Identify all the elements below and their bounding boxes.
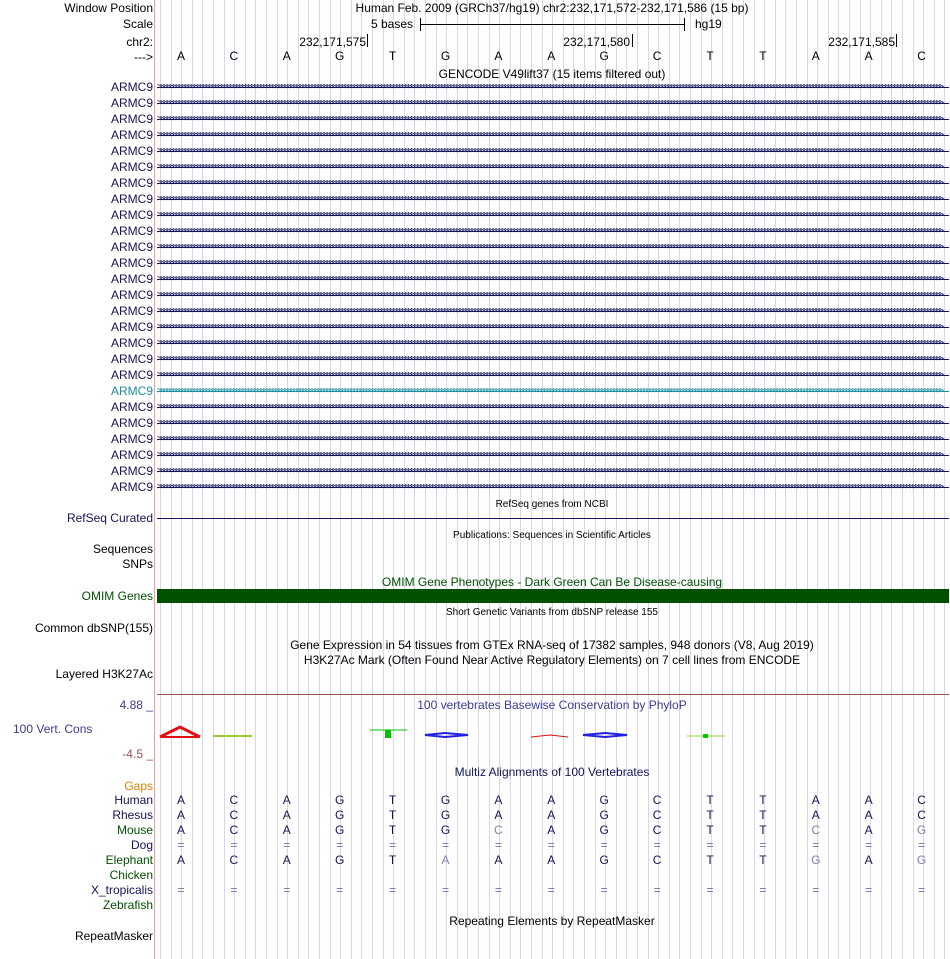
aligned-base: G (335, 793, 345, 807)
gencode-transcript[interactable] (157, 432, 949, 447)
gencode-gene-label[interactable]: ARMC9 (110, 464, 153, 478)
gencode-transcript[interactable] (157, 160, 949, 175)
aligned-base: T (388, 793, 397, 807)
gencode-transcript[interactable] (157, 352, 949, 367)
gencode-track-title[interactable]: GENCODE V49lift37 (15 items filtered out) (438, 67, 666, 81)
reference-base: A (494, 49, 503, 63)
strand-arrows: >>>>>>>>>>>>>>>>>>>>>>>>>>>>>>>>>>>>>>>>>>>>>>>>>>>>>>>>>>>>>>>>>>>>>>>>>>>>>>>>>>>>>>>>>>>>>>>>>>>>>>>>>>>>>>>>>>>>>>>>>>>>>>>>>>>>>>>>>>>>>>>>>>>>>>>>>>>>>>>>>>>>>>>>>>>>>>>>>>>>>>>>>>>>>>>>>>>>>>>>>>>>>>>>>>>>>>>>>>>>>>>>>>>>>>>>>>>>>>>>>>>>>>>>>>>>>>>>>>>> (157, 338, 942, 348)
aligned-base: A (494, 853, 503, 867)
strand-arrows: >>>>>>>>>>>>>>>>>>>>>>>>>>>>>>>>>>>>>>>>>>>>>>>>>>>>>>>>>>>>>>>>>>>>>>>>>>>>>>>>>>>>>>>>>>>>>>>>>>>>>>>>>>>>>>>>>>>>>>>>>>>>>>>>>>>>>>>>>>>>>>>>>>>>>>>>>>>>>>>>>>>>>>>>>>>>>>>>>>>>>>>>>>>>>>>>>>>>>>>>>>>>>>>>>>>>>>>>>>>>>>>>>>>>>>>>>>>>>>>>>>>>>>>>>>>>>>>>>>>> (157, 306, 942, 316)
aligned-base: C (229, 808, 239, 822)
phylop-peak-red (160, 727, 200, 737)
species-label[interactable]: Human (114, 793, 153, 807)
layered-h3k27ac-label[interactable]: Layered H3K27Ac (55, 667, 153, 681)
gencode-gene-label[interactable]: ARMC9 (110, 400, 153, 414)
reference-base: C (652, 49, 662, 63)
aligned-base: = (389, 883, 397, 897)
chr-label: chr2: (126, 35, 153, 49)
gencode-transcript[interactable] (157, 208, 949, 223)
sequences-label[interactable]: Sequences (92, 542, 153, 556)
gencode-transcript[interactable] (157, 240, 949, 255)
aligned-base: = (918, 883, 926, 897)
strand-arrows: >>>>>>>>>>>>>>>>>>>>>>>>>>>>>>>>>>>>>>>>>>>>>>>>>>>>>>>>>>>>>>>>>>>>>>>>>>>>>>>>>>>>>>>>>>>>>>>>>>>>>>>>>>>>>>>>>>>>>>>>>>>>>>>>>>>>>>>>>>>>>>>>>>>>>>>>>>>>>>>>>>>>>>>>>>>>>>>>>>>>>>>>>>>>>>>>>>>>>>>>>>>>>>>>>>>>>>>>>>>>>>>>>>>>>>>>>>>>>>>>>>>>>>>>>>>>>>>>>>>> (157, 402, 942, 412)
refseq-gene-line[interactable] (157, 518, 949, 519)
strand-arrows: >>>>>>>>>>>>>>>>>>>>>>>>>>>>>>>>>>>>>>>>>>>>>>>>>>>>>>>>>>>>>>>>>>>>>>>>>>>>>>>>>>>>>>>>>>>>>>>>>>>>>>>>>>>>>>>>>>>>>>>>>>>>>>>>>>>>>>>>>>>>>>>>>>>>>>>>>>>>>>>>>>>>>>>>>>>>>>>>>>>>>>>>>>>>>>>>>>>>>>>>>>>>>>>>>>>>>>>>>>>>>>>>>>>>>>>>>>>>>>>>>>>>>>>>>>>>>>>>>>>> (157, 322, 942, 332)
gencode-transcript[interactable] (157, 336, 949, 351)
refseq-track-title[interactable]: RefSeq genes from NCBI (495, 499, 609, 510)
aligned-base: = (494, 883, 502, 897)
aligned-base: = (600, 883, 608, 897)
aligned-base: T (706, 793, 714, 807)
reference-base: T (388, 49, 397, 63)
gencode-gene-label[interactable]: ARMC9 (110, 224, 153, 238)
scale-label: Scale (122, 17, 153, 31)
position-tick-label: 232,171,585 (828, 35, 895, 49)
aligned-base: A (547, 808, 556, 822)
aligned-base: G (335, 853, 345, 867)
aligned-base: A (282, 793, 291, 807)
aligned-base: T (759, 823, 767, 837)
strand-arrows: >>>>>>>>>>>>>>>>>>>>>>>>>>>>>>>>>>>>>>>>>>>>>>>>>>>>>>>>>>>>>>>>>>>>>>>>>>>>>>>>>>>>>>>>>>>>>>>>>>>>>>>>>>>>>>>>>>>>>>>>>>>>>>>>>>>>>>>>>>>>>>>>>>>>>>>>>>>>>>>>>>>>>>>>>>>>>>>>>>>>>>>>>>>>>>>>>>>>>>>>>>>>>>>>>>>>>>>>>>>>>>>>>>>>>>>>>>>>>>>>>>>>>>>>>>>>>>>>>>>> (157, 450, 942, 460)
strand-arrows: >>>>>>>>>>>>>>>>>>>>>>>>>>>>>>>>>>>>>>>>>>>>>>>>>>>>>>>>>>>>>>>>>>>>>>>>>>>>>>>>>>>>>>>>>>>>>>>>>>>>>>>>>>>>>>>>>>>>>>>>>>>>>>>>>>>>>>>>>>>>>>>>>>>>>>>>>>>>>>>>>>>>>>>>>>>>>>>>>>>>>>>>>>>>>>>>>>>>>>>>>>>>>>>>>>>>>>>>>>>>>>>>>>>>>>>>>>>>>>>>>>>>>>>>>>>>>>>>>>>> (157, 258, 942, 268)
publications-track-title[interactable]: Publications: Sequences in Scientific Articles (453, 530, 651, 541)
strand-arrows: >>>>>>>>>>>>>>>>>>>>>>>>>>>>>>>>>>>>>>>>>>>>>>>>>>>>>>>>>>>>>>>>>>>>>>>>>>>>>>>>>>>>>>>>>>>>>>>>>>>>>>>>>>>>>>>>>>>>>>>>>>>>>>>>>>>>>>>>>>>>>>>>>>>>>>>>>>>>>>>>>>>>>>>>>>>>>>>>>>>>>>>>>>>>>>>>>>>>>>>>>>>>>>>>>>>>>>>>>>>>>>>>>>>>>>>>>>>>>>>>>>>>>>>>>>>>>>>>>>>> (157, 194, 942, 204)
aligned-base: A (282, 808, 291, 822)
strand-arrows: >>>>>>>>>>>>>>>>>>>>>>>>>>>>>>>>>>>>>>>>>>>>>>>>>>>>>>>>>>>>>>>>>>>>>>>>>>>>>>>>>>>>>>>>>>>>>>>>>>>>>>>>>>>>>>>>>>>>>>>>>>>>>>>>>>>>>>>>>>>>>>>>>>>>>>>>>>>>>>>>>>>>>>>>>>>>>>>>>>>>>>>>>>>>>>>>>>>>>>>>>>>>>>>>>>>>>>>>>>>>>>>>>>>>>>>>>>>>>>>>>>>>>>>>>>>>>>>>>>>> (157, 114, 942, 124)
gencode-transcript[interactable] (157, 224, 949, 239)
gencode-transcript[interactable] (157, 112, 949, 127)
aligned-base: = (547, 883, 555, 897)
gaps-label[interactable]: Gaps (124, 779, 153, 793)
gencode-gene-label[interactable]: ARMC9 (110, 416, 153, 430)
reference-base: A (811, 49, 820, 63)
aligned-base: G (440, 808, 451, 822)
aligned-base: = (547, 838, 555, 852)
strand-arrows: >>>>>>>>>>>>>>>>>>>>>>>>>>>>>>>>>>>>>>>>>>>>>>>>>>>>>>>>>>>>>>>>>>>>>>>>>>>>>>>>>>>>>>>>>>>>>>>>>>>>>>>>>>>>>>>>>>>>>>>>>>>>>>>>>>>>>>>>>>>>>>>>>>>>>>>>>>>>>>>>>>>>>>>>>>>>>>>>>>>>>>>>>>>>>>>>>>>>>>>>>>>>>>>>>>>>>>>>>>>>>>>>>>>>>>>>>>>>>>>>>>>>>>>>>>>>>>>>>>>> (157, 290, 942, 300)
window-position-label: Window Position (64, 1, 153, 15)
aligned-base: A (176, 853, 185, 867)
aligned-base: A (547, 793, 556, 807)
aligned-base: A (811, 808, 820, 822)
omim-track-title[interactable]: OMIM Gene Phenotypes - Dark Green Can Be Disease-causing (381, 575, 723, 589)
aligned-base: = (441, 838, 449, 852)
aligned-base: = (177, 838, 185, 852)
position-tick-label: 232,171,580 (563, 35, 630, 49)
phylop-track-label[interactable]: 100 Vert. Cons (13, 722, 93, 736)
gencode-transcript[interactable] (157, 272, 949, 287)
phylop-min-label: -4.5 _ (122, 747, 153, 761)
gencode-gene-label[interactable]: ARMC9 (110, 192, 153, 206)
reference-base: T (759, 49, 767, 63)
gencode-transcript[interactable] (157, 256, 949, 271)
gencode-gene-label[interactable]: ARMC9 (110, 352, 153, 366)
aligned-base: G (440, 793, 451, 807)
aligned-base: T (388, 853, 397, 867)
gencode-transcript[interactable] (157, 448, 949, 463)
gencode-transcript[interactable] (157, 416, 949, 431)
gencode-gene-label[interactable]: ARMC9 (110, 160, 153, 174)
aligned-base: = (177, 883, 185, 897)
db-text: hg19 (695, 17, 722, 31)
strand-arrows: >>>>>>>>>>>>>>>>>>>>>>>>>>>>>>>>>>>>>>>>>>>>>>>>>>>>>>>>>>>>>>>>>>>>>>>>>>>>>>>>>>>>>>>>>>>>>>>>>>>>>>>>>>>>>>>>>>>>>>>>>>>>>>>>>>>>>>>>>>>>>>>>>>>>>>>>>>>>>>>>>>>>>>>>>>>>>>>>>>>>>>>>>>>>>>>>>>>>>>>>>>>>>>>>>>>>>>>>>>>>>>>>>>>>>>>>>>>>>>>>>>>>>>>>>>>>>>>>>>>> (157, 354, 942, 364)
aligned-base: G (335, 808, 345, 822)
assembly-position-text: Human Feb. 2009 (GRCh37/hg19) chr2:232,171,572-232,171,586 (15 bp) (355, 1, 749, 15)
refseq-curated-label[interactable]: RefSeq Curated (66, 511, 153, 525)
reference-base: A (864, 49, 873, 63)
strand-arrows: >>>>>>>>>>>>>>>>>>>>>>>>>>>>>>>>>>>>>>>>>>>>>>>>>>>>>>>>>>>>>>>>>>>>>>>>>>>>>>>>>>>>>>>>>>>>>>>>>>>>>>>>>>>>>>>>>>>>>>>>>>>>>>>>>>>>>>>>>>>>>>>>>>>>>>>>>>>>>>>>>>>>>>>>>>>>>>>>>>>>>>>>>>>>>>>>>>>>>>>>>>>>>>>>>>>>>>>>>>>>>>>>>>>>>>>>>>>>>>>>>>>>>>>>>>>>>>>>>>>> (157, 482, 942, 492)
aligned-base: = (653, 883, 661, 897)
gencode-gene-label[interactable]: ARMC9 (110, 432, 153, 446)
aligned-base: A (176, 808, 185, 822)
aligned-base: C (229, 853, 239, 867)
h3k27ac-track-title[interactable]: H3K27Ac Mark (Often Found Near Active Regulatory Elements) on 7 cell lines from ENCODE (303, 653, 801, 667)
omim-gene-bar[interactable] (157, 589, 949, 603)
position-tick-mark (632, 34, 633, 47)
aligned-base: = (759, 883, 767, 897)
aligned-base: G (599, 808, 609, 822)
aligned-base: A (494, 808, 503, 822)
gencode-transcript[interactable] (157, 192, 949, 207)
aligned-base: G (811, 853, 821, 867)
aligned-base: A (864, 823, 873, 837)
aligned-base: A (176, 793, 185, 807)
aligned-base: G (916, 853, 927, 867)
gencode-gene-label[interactable]: ARMC9 (110, 384, 153, 398)
gencode-gene-label[interactable]: ARMC9 (110, 80, 153, 94)
gencode-gene-label[interactable]: ARMC9 (110, 256, 153, 270)
species-label[interactable]: X_tropicalis (90, 883, 153, 897)
aligned-base: A (282, 823, 291, 837)
phylop-track-title[interactable]: 100 vertebrates Basewise Conservation by PhyloP (417, 698, 687, 712)
species-label[interactable]: Zebrafish (102, 898, 153, 912)
phylop-wiggle[interactable] (155, 716, 950, 746)
aligned-base: C (652, 793, 662, 807)
aligned-base: = (336, 883, 344, 897)
aligned-base: T (759, 853, 767, 867)
gencode-gene-label[interactable]: ARMC9 (110, 240, 153, 254)
aligned-base: A (176, 823, 185, 837)
strand-arrows: >>>>>>>>>>>>>>>>>>>>>>>>>>>>>>>>>>>>>>>>>>>>>>>>>>>>>>>>>>>>>>>>>>>>>>>>>>>>>>>>>>>>>>>>>>>>>>>>>>>>>>>>>>>>>>>>>>>>>>>>>>>>>>>>>>>>>>>>>>>>>>>>>>>>>>>>>>>>>>>>>>>>>>>>>>>>>>>>>>>>>>>>>>>>>>>>>>>>>>>>>>>>>>>>>>>>>>>>>>>>>>>>>>>>>>>>>>>>>>>>>>>>>>>>>>>>>>>>>>>> (157, 226, 942, 236)
repeatmasker-track-title[interactable]: Repeating Elements by RepeatMasker (449, 914, 655, 928)
aligned-base: G (335, 823, 345, 837)
gencode-gene-label[interactable]: ARMC9 (110, 272, 153, 286)
aligned-base: = (283, 883, 291, 897)
gencode-gene-label[interactable]: ARMC9 (110, 336, 153, 350)
strand-arrows: >>>>>>>>>>>>>>>>>>>>>>>>>>>>>>>>>>>>>>>>>>>>>>>>>>>>>>>>>>>>>>>>>>>>>>>>>>>>>>>>>>>>>>>>>>>>>>>>>>>>>>>>>>>>>>>>>>>>>>>>>>>>>>>>>>>>>>>>>>>>>>>>>>>>>>>>>>>>>>>>>>>>>>>>>>>>>>>>>>>>>>>>>>>>>>>>>>>>>>>>>>>>>>>>>>>>>>>>>>>>>>>>>>>>>>>>>>>>>>>>>>>>>>>>>>>>>>>>>>>> (157, 370, 942, 380)
gencode-transcript[interactable] (157, 304, 949, 319)
aligned-base: = (441, 883, 449, 897)
gencode-transcript[interactable] (157, 480, 949, 495)
strand-arrows: >>>>>>>>>>>>>>>>>>>>>>>>>>>>>>>>>>>>>>>>>>>>>>>>>>>>>>>>>>>>>>>>>>>>>>>>>>>>>>>>>>>>>>>>>>>>>>>>>>>>>>>>>>>>>>>>>>>>>>>>>>>>>>>>>>>>>>>>>>>>>>>>>>>>>>>>>>>>>>>>>>>>>>>>>>>>>>>>>>>>>>>>>>>>>>>>>>>>>>>>>>>>>>>>>>>>>>>>>>>>>>>>>>>>>>>>>>>>>>>>>>>>>>>>>>>>>>>>>>>> (157, 82, 942, 92)
species-label[interactable]: Dog (130, 838, 153, 852)
gencode-gene-label[interactable]: ARMC9 (110, 304, 153, 318)
aligned-base: G (440, 823, 451, 837)
aligned-base: = (230, 838, 238, 852)
aligned-base: T (759, 808, 767, 822)
phylop-mark (583, 733, 627, 737)
gtex-track-title[interactable]: Gene Expression in 54 tissues from GTEx RNA-seq of 17382 samples, 948 donors (V8, Aug 2019) (290, 638, 814, 652)
phylop-mark (425, 733, 468, 737)
reference-base: C (917, 49, 926, 63)
aligned-base: C (229, 793, 239, 807)
strand-arrows: >>>>>>>>>>>>>>>>>>>>>>>>>>>>>>>>>>>>>>>>>>>>>>>>>>>>>>>>>>>>>>>>>>>>>>>>>>>>>>>>>>>>>>>>>>>>>>>>>>>>>>>>>>>>>>>>>>>>>>>>>>>>>>>>>>>>>>>>>>>>>>>>>>>>>>>>>>>>>>>>>>>>>>>>>>>>>>>>>>>>>>>>>>>>>>>>>>>>>>>>>>>>>>>>>>>>>>>>>>>>>>>>>>>>>>>>>>>>>>>>>>>>>>>>>>>>>>>>>>>> (157, 130, 942, 140)
strand-label: ---> (134, 50, 153, 64)
gencode-gene-label[interactable]: ARMC9 (110, 144, 153, 158)
aligned-base: G (599, 823, 609, 837)
aligned-base: A (547, 823, 556, 837)
aligned-base: A (811, 793, 820, 807)
strand-arrows: >>>>>>>>>>>>>>>>>>>>>>>>>>>>>>>>>>>>>>>>>>>>>>>>>>>>>>>>>>>>>>>>>>>>>>>>>>>>>>>>>>>>>>>>>>>>>>>>>>>>>>>>>>>>>>>>>>>>>>>>>>>>>>>>>>>>>>>>>>>>>>>>>>>>>>>>>>>>>>>>>>>>>>>>>>>>>>>>>>>>>>>>>>>>>>>>>>>>>>>>>>>>>>>>>>>>>>>>>>>>>>>>>>>>>>>>>>>>>>>>>>>>>>>>>>>>>>>>>>>> (157, 418, 942, 428)
aligned-base: C (652, 823, 662, 837)
scale-bar (420, 24, 685, 25)
aligned-base: = (759, 838, 767, 852)
strand-arrows: >>>>>>>>>>>>>>>>>>>>>>>>>>>>>>>>>>>>>>>>>>>>>>>>>>>>>>>>>>>>>>>>>>>>>>>>>>>>>>>>>>>>>>>>>>>>>>>>>>>>>>>>>>>>>>>>>>>>>>>>>>>>>>>>>>>>>>>>>>>>>>>>>>>>>>>>>>>>>>>>>>>>>>>>>>>>>>>>>>>>>>>>>>>>>>>>>>>>>>>>>>>>>>>>>>>>>>>>>>>>>>>>>>>>>>>>>>>>>>>>>>>>>>>>>>>>>>>>>>>> (157, 98, 942, 108)
aligned-base: = (865, 883, 873, 897)
reference-base: A (282, 49, 291, 63)
gencode-transcript[interactable] (157, 80, 949, 95)
reference-base: G (335, 49, 345, 63)
gencode-gene-label[interactable]: ARMC9 (110, 480, 153, 494)
reference-base: T (706, 49, 714, 63)
aligned-base: = (812, 883, 820, 897)
scale-bar-right-tick (684, 18, 685, 31)
gencode-gene-label[interactable]: ARMC9 (110, 112, 153, 126)
aligned-base: = (653, 838, 661, 852)
aligned-base: G (599, 793, 609, 807)
phylop-mark (531, 735, 568, 737)
position-tick-label: 232,171,575 (299, 35, 366, 49)
species-label[interactable]: Chicken (109, 868, 153, 882)
dbsnp-track-title[interactable]: Short Genetic Variants from dbSNP release 155 (446, 607, 658, 618)
gencode-transcript[interactable] (157, 384, 949, 399)
repeatmasker-label[interactable]: RepeatMasker (74, 929, 153, 943)
aligned-base: = (812, 838, 820, 852)
aligned-base: T (388, 808, 397, 822)
strand-arrows: >>>>>>>>>>>>>>>>>>>>>>>>>>>>>>>>>>>>>>>>>>>>>>>>>>>>>>>>>>>>>>>>>>>>>>>>>>>>>>>>>>>>>>>>>>>>>>>>>>>>>>>>>>>>>>>>>>>>>>>>>>>>>>>>>>>>>>>>>>>>>>>>>>>>>>>>>>>>>>>>>>>>>>>>>>>>>>>>>>>>>>>>>>>>>>>>>>>>>>>>>>>>>>>>>>>>>>>>>>>>>>>>>>>>>>>>>>>>>>>>>>>>>>>>>>>>>>>>>>>> (157, 146, 942, 156)
reference-base: A (176, 49, 185, 63)
position-tick-mark (896, 34, 897, 47)
gencode-gene-label[interactable]: ARMC9 (110, 128, 153, 142)
aligned-base: C (229, 823, 239, 837)
aligned-base: A (441, 853, 450, 867)
phylop-max-label: 4.88 _ (119, 698, 153, 712)
reference-base: A (547, 49, 556, 63)
gencode-gene-label[interactable]: ARMC9 (110, 96, 153, 110)
gencode-transcript[interactable] (157, 368, 949, 383)
aligned-base: A (547, 853, 556, 867)
reference-base: C (229, 49, 239, 63)
gencode-transcript[interactable] (157, 400, 949, 415)
scale-bar-left-tick (420, 18, 421, 31)
aligned-base: = (706, 883, 714, 897)
gencode-transcript[interactable] (157, 464, 949, 479)
gencode-transcript[interactable] (157, 144, 949, 159)
gencode-transcript[interactable] (157, 176, 949, 191)
strand-arrows: >>>>>>>>>>>>>>>>>>>>>>>>>>>>>>>>>>>>>>>>>>>>>>>>>>>>>>>>>>>>>>>>>>>>>>>>>>>>>>>>>>>>>>>>>>>>>>>>>>>>>>>>>>>>>>>>>>>>>>>>>>>>>>>>>>>>>>>>>>>>>>>>>>>>>>>>>>>>>>>>>>>>>>>>>>>>>>>>>>>>>>>>>>>>>>>>>>>>>>>>>>>>>>>>>>>>>>>>>>>>>>>>>>>>>>>>>>>>>>>>>>>>>>>>>>>>>>>>>>>> (157, 434, 942, 444)
aligned-base: C (494, 823, 503, 837)
omim-genes-label[interactable]: OMIM Genes (81, 589, 153, 603)
aligned-base: A (864, 808, 873, 822)
strand-arrows: >>>>>>>>>>>>>>>>>>>>>>>>>>>>>>>>>>>>>>>>>>>>>>>>>>>>>>>>>>>>>>>>>>>>>>>>>>>>>>>>>>>>>>>>>>>>>>>>>>>>>>>>>>>>>>>>>>>>>>>>>>>>>>>>>>>>>>>>>>>>>>>>>>>>>>>>>>>>>>>>>>>>>>>>>>>>>>>>>>>>>>>>>>>>>>>>>>>>>>>>>>>>>>>>>>>>>>>>>>>>>>>>>>>>>>>>>>>>>>>>>>>>>>>>>>>>>>>>>>>> (157, 242, 942, 252)
gencode-transcript[interactable] (157, 96, 949, 111)
strand-arrows: >>>>>>>>>>>>>>>>>>>>>>>>>>>>>>>>>>>>>>>>>>>>>>>>>>>>>>>>>>>>>>>>>>>>>>>>>>>>>>>>>>>>>>>>>>>>>>>>>>>>>>>>>>>>>>>>>>>>>>>>>>>>>>>>>>>>>>>>>>>>>>>>>>>>>>>>>>>>>>>>>>>>>>>>>>>>>>>>>>>>>>>>>>>>>>>>>>>>>>>>>>>>>>>>>>>>>>>>>>>>>>>>>>>>>>>>>>>>>>>>>>>>>>>>>>>>>>>>>>>> (157, 178, 942, 188)
aligned-base: G (916, 823, 927, 837)
reference-base: G (440, 49, 451, 63)
gencode-transcript[interactable] (157, 320, 949, 335)
species-label[interactable]: Mouse (116, 823, 153, 837)
aligned-base: = (336, 838, 344, 852)
species-label[interactable]: Elephant (105, 853, 153, 867)
aligned-base: G (599, 853, 609, 867)
aligned-base: T (706, 853, 714, 867)
phylop-mark (703, 734, 708, 738)
gencode-gene-label[interactable]: ARMC9 (110, 176, 153, 190)
aligned-base: = (706, 838, 714, 852)
aligned-base: T (388, 823, 397, 837)
aligned-base: T (706, 808, 714, 822)
aligned-base: C (652, 808, 662, 822)
gencode-gene-label[interactable]: ARMC9 (110, 208, 153, 222)
strand-arrows: >>>>>>>>>>>>>>>>>>>>>>>>>>>>>>>>>>>>>>>>>>>>>>>>>>>>>>>>>>>>>>>>>>>>>>>>>>>>>>>>>>>>>>>>>>>>>>>>>>>>>>>>>>>>>>>>>>>>>>>>>>>>>>>>>>>>>>>>>>>>>>>>>>>>>>>>>>>>>>>>>>>>>>>>>>>>>>>>>>>>>>>>>>>>>>>>>>>>>>>>>>>>>>>>>>>>>>>>>>>>>>>>>>>>>>>>>>>>>>>>>>>>>>>>>>>>>>>>>>>> (157, 274, 942, 284)
aligned-base: = (865, 838, 873, 852)
strand-arrows: >>>>>>>>>>>>>>>>>>>>>>>>>>>>>>>>>>>>>>>>>>>>>>>>>>>>>>>>>>>>>>>>>>>>>>>>>>>>>>>>>>>>>>>>>>>>>>>>>>>>>>>>>>>>>>>>>>>>>>>>>>>>>>>>>>>>>>>>>>>>>>>>>>>>>>>>>>>>>>>>>>>>>>>>>>>>>>>>>>>>>>>>>>>>>>>>>>>>>>>>>>>>>>>>>>>>>>>>>>>>>>>>>>>>>>>>>>>>>>>>>>>>>>>>>>>>>>>>>>>> (157, 386, 942, 396)
reference-base: G (599, 49, 609, 63)
position-tick-mark (367, 34, 368, 47)
aligned-base: A (864, 853, 873, 867)
aligned-base: C (652, 853, 662, 867)
gencode-gene-label[interactable]: ARMC9 (110, 448, 153, 462)
aligned-base: C (917, 793, 926, 807)
gencode-transcript[interactable] (157, 288, 949, 303)
strand-arrows: >>>>>>>>>>>>>>>>>>>>>>>>>>>>>>>>>>>>>>>>>>>>>>>>>>>>>>>>>>>>>>>>>>>>>>>>>>>>>>>>>>>>>>>>>>>>>>>>>>>>>>>>>>>>>>>>>>>>>>>>>>>>>>>>>>>>>>>>>>>>>>>>>>>>>>>>>>>>>>>>>>>>>>>>>>>>>>>>>>>>>>>>>>>>>>>>>>>>>>>>>>>>>>>>>>>>>>>>>>>>>>>>>>>>>>>>>>>>>>>>>>>>>>>>>>>>>>>>>>>> (157, 210, 942, 220)
aligned-base: A (494, 793, 503, 807)
aligned-base: = (494, 838, 502, 852)
gencode-gene-label[interactable]: ARMC9 (110, 320, 153, 334)
aligned-base: T (706, 823, 714, 837)
aligned-base: A (282, 853, 291, 867)
snps-label[interactable]: SNPs (122, 557, 153, 571)
multiz-track-title[interactable]: Multiz Alignments of 100 Vertebrates (454, 765, 650, 779)
species-label[interactable]: Rhesus (112, 808, 153, 822)
aligned-base: = (918, 838, 926, 852)
h3k27ac-baseline (157, 694, 949, 695)
gencode-transcript[interactable] (157, 128, 949, 143)
aligned-base: = (283, 838, 291, 852)
strand-arrows: >>>>>>>>>>>>>>>>>>>>>>>>>>>>>>>>>>>>>>>>>>>>>>>>>>>>>>>>>>>>>>>>>>>>>>>>>>>>>>>>>>>>>>>>>>>>>>>>>>>>>>>>>>>>>>>>>>>>>>>>>>>>>>>>>>>>>>>>>>>>>>>>>>>>>>>>>>>>>>>>>>>>>>>>>>>>>>>>>>>>>>>>>>>>>>>>>>>>>>>>>>>>>>>>>>>>>>>>>>>>>>>>>>>>>>>>>>>>>>>>>>>>>>>>>>>>>>>>>>>> (157, 466, 942, 476)
phylop-mark (385, 730, 391, 738)
aligned-base: T (759, 793, 767, 807)
strand-arrows: >>>>>>>>>>>>>>>>>>>>>>>>>>>>>>>>>>>>>>>>>>>>>>>>>>>>>>>>>>>>>>>>>>>>>>>>>>>>>>>>>>>>>>>>>>>>>>>>>>>>>>>>>>>>>>>>>>>>>>>>>>>>>>>>>>>>>>>>>>>>>>>>>>>>>>>>>>>>>>>>>>>>>>>>>>>>>>>>>>>>>>>>>>>>>>>>>>>>>>>>>>>>>>>>>>>>>>>>>>>>>>>>>>>>>>>>>>>>>>>>>>>>>>>>>>>>>>>>>>>> (157, 162, 942, 172)
scale-text: 5 bases (371, 17, 414, 31)
gencode-gene-label[interactable]: ARMC9 (110, 368, 153, 382)
aligned-base: = (389, 838, 397, 852)
aligned-base: = (230, 883, 238, 897)
aligned-base: C (811, 823, 821, 837)
aligned-base: A (864, 793, 873, 807)
aligned-base: C (917, 808, 926, 822)
aligned-base: = (600, 838, 608, 852)
gencode-gene-label[interactable]: ARMC9 (110, 288, 153, 302)
common-dbsnp-label[interactable]: Common dbSNP(155) (34, 621, 153, 635)
